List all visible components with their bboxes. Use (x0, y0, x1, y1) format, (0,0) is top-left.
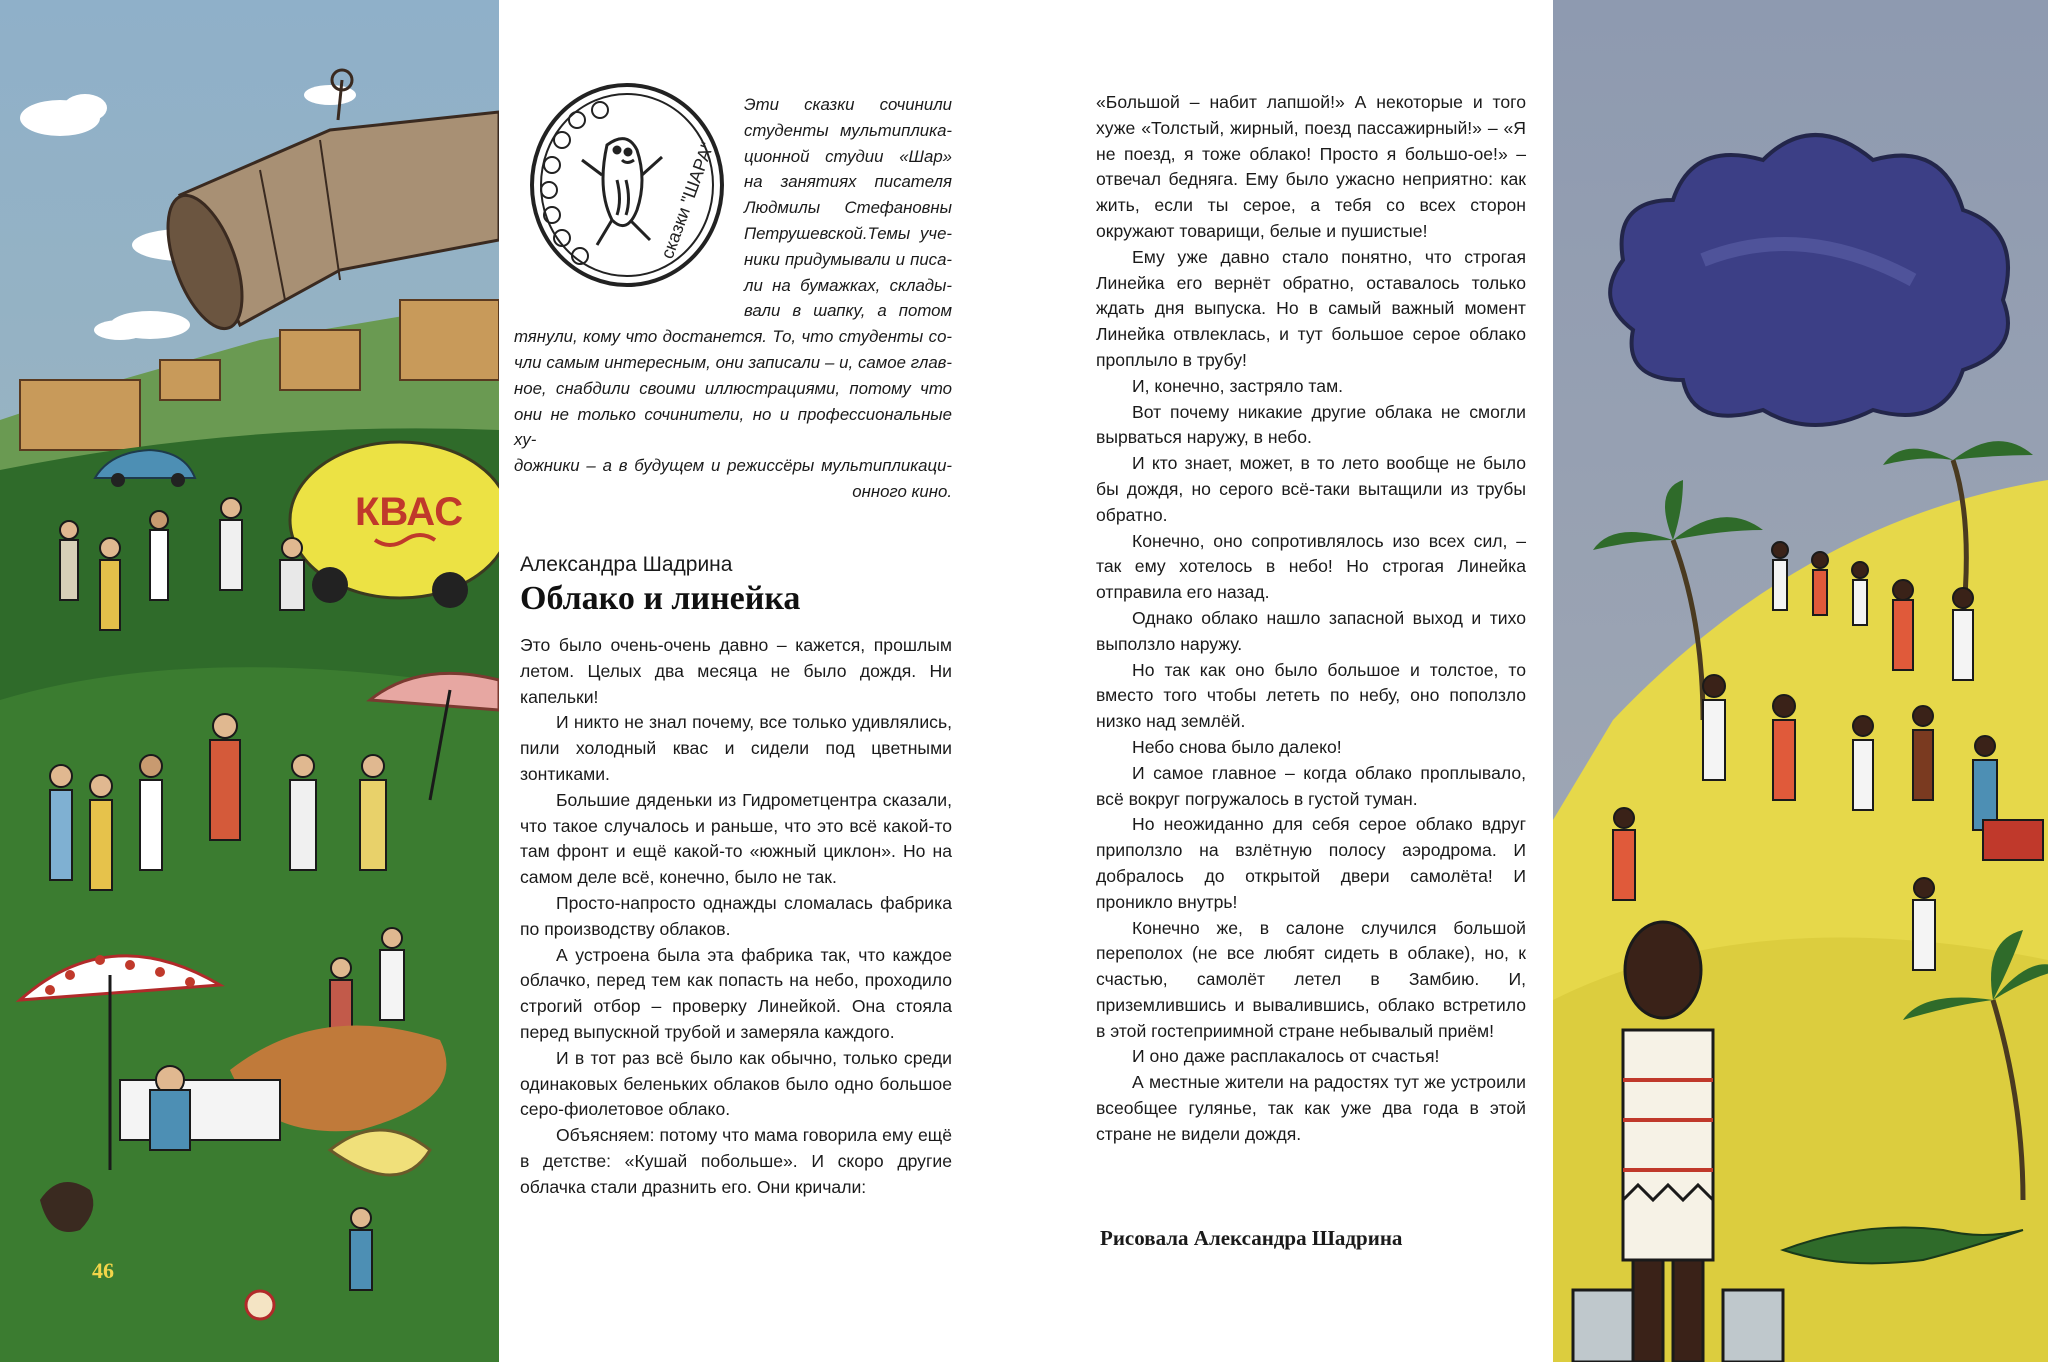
paragraph: Просто-напросто однажды сломалась фабрика по производству облаков. (520, 892, 952, 939)
kvass-sign: КВАС (355, 490, 464, 534)
intro-line: ционной студии «Шар» (744, 146, 952, 166)
story-column-right (1096, 90, 1526, 1148)
paragraph: А устроена была эта фабрика так, что каждое облачко, перед тем как попасть на небо, проходило строгий отбор – проверку Линейкой. Она стояла перед выпускной трубой и замеряла каждого. (520, 944, 952, 1042)
paragraph: Но неожиданно для себя серое облако вдруг приползло на взлётную полосу аэродрома. И добралось до открытой двери самолёта! И проникло внутрь! (1096, 814, 1526, 912)
paragraph: И, конечно, застряло там. (1132, 375, 1344, 396)
right-illustration (1553, 0, 2048, 1362)
intro-line: ное, снабдили своими иллюстрациями, потому что (514, 378, 952, 398)
paragraph: Большие дяденьки из Гидрометцентра сказали, что такое случалось и раньше, что это всё какой-то там фронт и ещё какой-то «южный циклон». Но на самом деле всё, конечно, было не так. (520, 789, 952, 888)
illustrator-credit: Рисовала Александра Шадрина (1100, 1226, 1403, 1250)
paragraph: Вот почему никакие другие облака не смогли вырваться наружу, в небо. (1096, 401, 1526, 448)
intro-text (514, 92, 952, 505)
paragraph: И самое главное – когда облако проплывало, всё вокруг погружалось в густой туман. (1096, 762, 1526, 809)
paragraph: Ему уже давно стало понятно, что строгая Линейка его вернёт обратно, оставалось только ждать дня выпуска. Но в самый важный момент Линейка отвлеклась, и тут большое серое облако проплыло в трубу! (1096, 246, 1526, 370)
story-author: Александра Шадрина (520, 553, 733, 576)
kvass-barrel (290, 442, 499, 608)
page-number: 46 (92, 1258, 114, 1283)
story-title: Облако и линейка (520, 580, 801, 617)
intro-line: тянули, кому что достанется. То, что студенты со- (514, 327, 952, 347)
paragraph: А местные жители на радостях тут же устроили всеобщее гулянье, так как уже два года в этой стране не видели дождя. (1096, 1072, 1526, 1144)
paragraph: И оно даже расплакалось от счастья! (1132, 1046, 1440, 1067)
paragraph: И в тот раз всё было как обычно, только среди одинаковых беленьких облаков было одно большое серо-фиолетовое облако. (520, 1047, 952, 1120)
intro-line: ники придумывали и писа- (744, 249, 952, 269)
paragraph: Это было очень-очень давно – кажется, прошлым летом. Целых два месяца не было дождя. Ни капельки! (520, 635, 952, 707)
story-column-left (520, 633, 952, 1201)
paragraph: Небо снова было далеко! (1132, 736, 1342, 757)
seal-text: сказки "ШАРА" (656, 139, 718, 262)
intro-line: Эти сказки сочинили (744, 95, 952, 114)
intro-line: студенты мультиплика- (744, 120, 952, 140)
intro-line: чли самым интересным, они записали – и, самое глав- (514, 352, 952, 372)
paragraph: И кто знает, может, в то лето вообще не было бы дождя, но серого всё-таки вытащили из трубы обратно. (1096, 453, 1526, 525)
paragraph: Но так как оно было большое и толстое, то вместо того чтобы лететь по небу, оно поползло низко над землёй. (1096, 659, 1526, 732)
intro-line: Петрушевской.Темы уче- (744, 223, 952, 243)
intro-line: на занятиях писателя (744, 172, 952, 192)
intro-line: дожники – а в будущем и режиссёры мультипликаци- (514, 456, 952, 476)
intro-line: онного кино. (852, 481, 952, 501)
intro-line: они не только сочинители, но и профессиональные ху- (514, 404, 952, 450)
paragraph: И никто не знал почему, все только удивлялись, пили холодный квас и сидели под цветными зонтиками. (520, 712, 952, 784)
paragraph: «Большой – набит лапшой!» А некоторые и того хуже «Толстый, жирный, поезд пассажирный!» – «Я не поезд, я тоже облако! Просто я большо-ое!» – отвечал бедняга. Ему было ужасно неприятно: как жить, если ты серое, а тебя со всех сторон окружают товарищи, белые и пушистые! (1096, 92, 1526, 241)
paragraph: Конечно же, в салоне случился большой переполох (не все любят сидеть в облаке), но, к счастью, самолёт летел в Замбию. И, приземлившись и вывалившись, облако встретило в этой гостеприимной стране небывалый приём! (1096, 917, 1526, 1041)
intro-line: ли на бумажках, склады- (744, 275, 952, 295)
intro-line: вали в шапку, а потом (744, 301, 952, 321)
paragraph: Конечно, оно сопротивлялось изо всех сил, – так ему хотелось в небо! Но строгая Линейка отправила его назад. (1096, 530, 1526, 603)
intro-line: Людмилы Стефановны (744, 198, 952, 218)
left-illustration (0, 0, 499, 1362)
paragraph: Однако облако нашло запасной выход и тихо выползло наружу. (1096, 607, 1526, 654)
paragraph: Объясняем: потому что мама говорила ему ещё в детстве: «Кушай побольше». И скоро другие облачка стали дразнить его. Они кричали: (520, 1125, 952, 1197)
